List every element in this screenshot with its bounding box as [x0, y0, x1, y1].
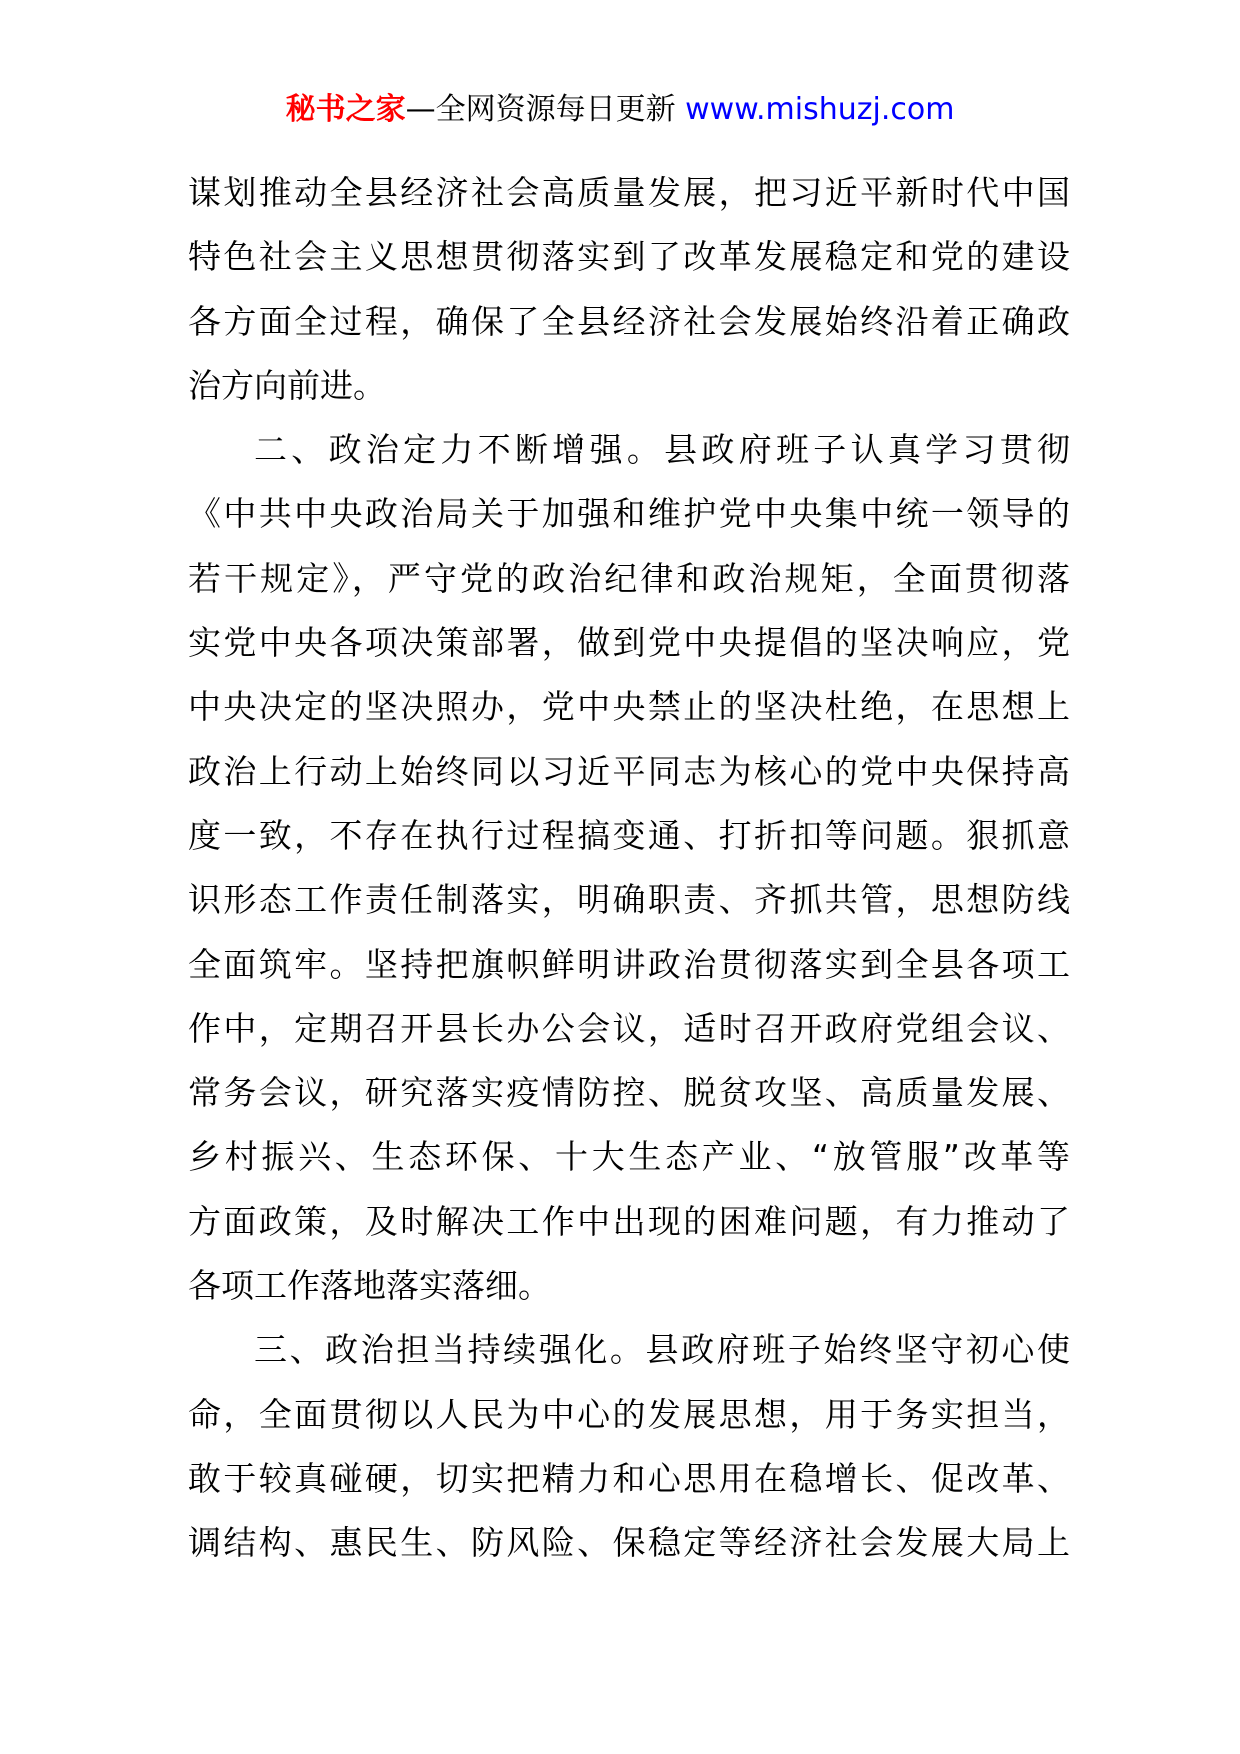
text-line: 调结构、惠民生、防风险、保稳定等经济社会发展大局上	[188, 1523, 1070, 1563]
text-line: 政治上行动上始终同以习近平同志为核心的党中央保持高	[188, 751, 1070, 791]
site-tagline: —全网资源每日更新	[405, 92, 676, 127]
text-line: 治方向前进。	[188, 365, 386, 405]
text-line: 谋划推动全县经济社会高质量发展，把习近平新时代中国	[188, 173, 1070, 212]
text-line: 度一致，不存在执行过程搞变通、打折扣等问题。狠抓意	[188, 815, 1070, 855]
document-body	[188, 161, 1070, 1576]
text-line: 特色社会主义思想贯彻落实到了改革发展稳定和党的建设	[188, 237, 1070, 277]
section-heading-line: 二、政治定力不断增强。县政府班子认真学习贯彻	[254, 430, 1070, 470]
site-url-link[interactable]: www.mishuzj.com	[685, 92, 955, 127]
text-line: 若干规定》，严守党的政治纪律和政治规矩，全面贯彻落	[188, 558, 1070, 598]
text-line: 常务会议，研究落实疫情防控、脱贫攻坚、高质量发展、	[188, 1073, 1070, 1113]
text-line: 乡村振兴、生态环保、十大生态产业、“放管服”改革等	[188, 1137, 1070, 1177]
text-line: 各方面全过程，确保了全县经济社会发展始终沿着正确政	[188, 301, 1070, 341]
text-line: 方面政策，及时解决工作中出现的困难问题，有力推动了	[188, 1201, 1070, 1241]
text-line: 实党中央各项决策部署，做到党中央提倡的坚决响应，党	[188, 623, 1070, 663]
text-line: 命，全面贯彻以人民为中心的发展思想，用于务实担当，	[188, 1394, 1070, 1434]
section-heading-line: 三、政治担当持续强化。县政府班子始终坚守初心使	[254, 1330, 1070, 1370]
text-line: 全面筑牢。坚持把旗帜鲜明讲政治贯彻落实到全县各项工	[188, 944, 1070, 984]
site-header	[0, 90, 1240, 130]
text-line: 作中，定期召开县长办公会议，适时召开政府党组会议、	[188, 1008, 1070, 1048]
text-line: 识形态工作责任制落实，明确职责、齐抓共管，思想防线	[188, 880, 1070, 920]
text-line: 各项工作落地落实落细。	[188, 1266, 551, 1306]
text-line: 《中共中央政治局关于加强和维护党中央集中统一领导的	[188, 494, 1070, 534]
text-line: 敢于较真碰硬，切实把精力和心思用在稳增长、促改革、	[188, 1458, 1070, 1498]
text-line: 中央决定的坚决照办，党中央禁止的坚决杜绝，在思想上	[188, 687, 1070, 727]
site-brand: 秘书之家	[285, 92, 406, 127]
